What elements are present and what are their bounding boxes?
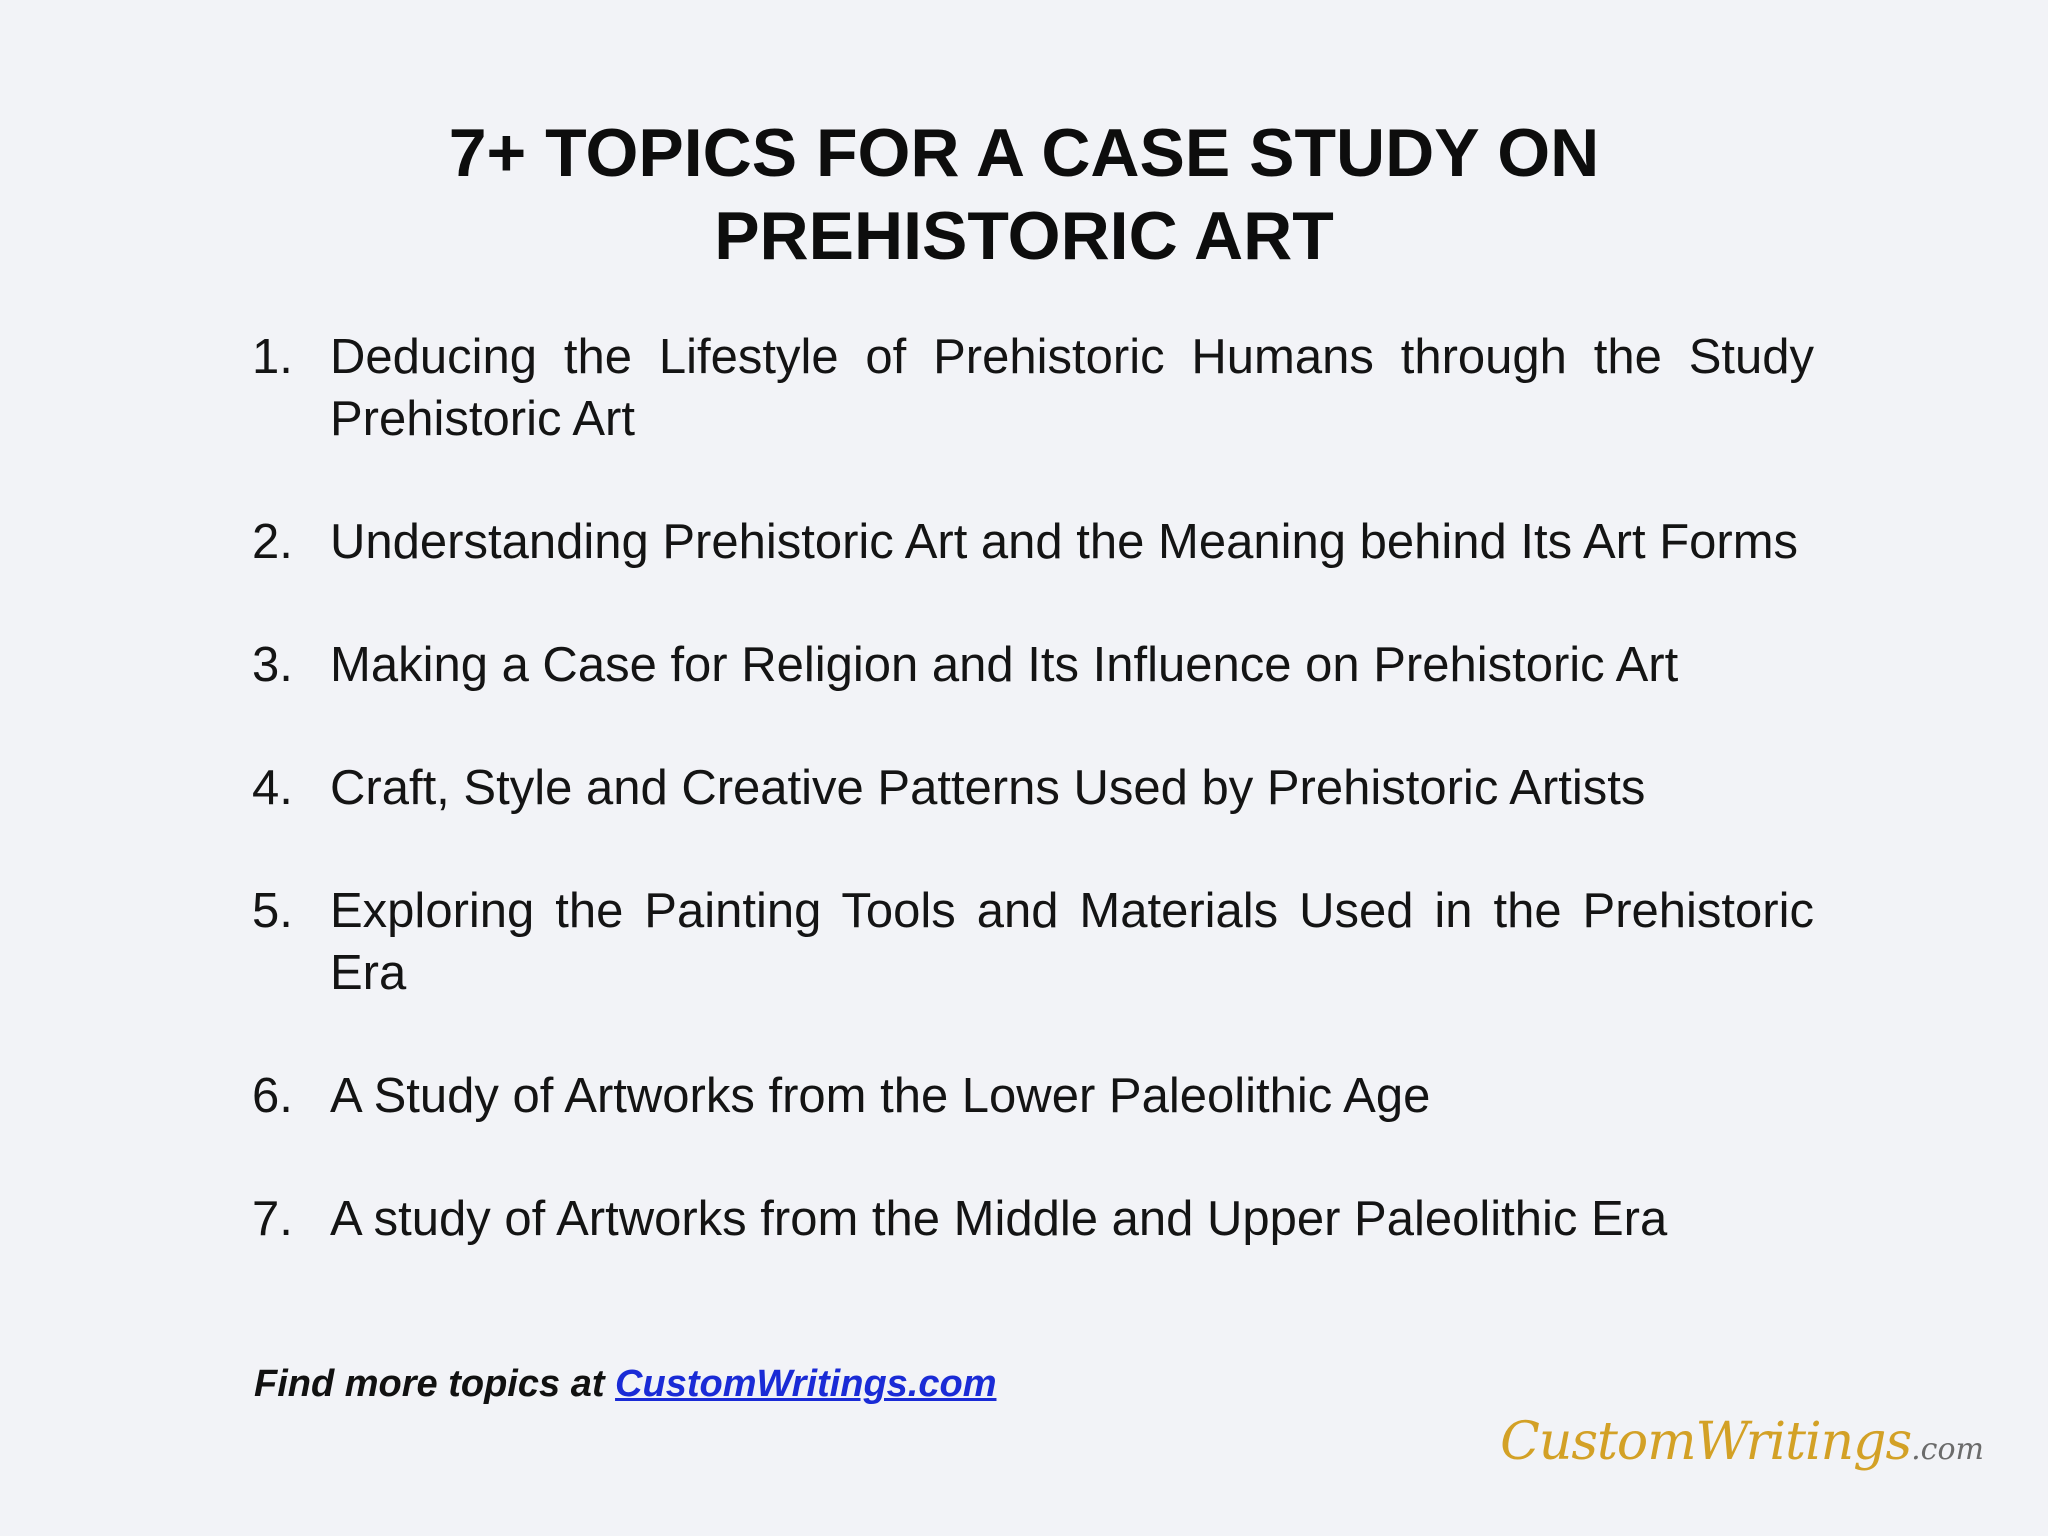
customwritings-link[interactable]: CustomWritings.com <box>615 1363 997 1405</box>
topic-text: Deducing the Lifestyle of Prehistoric Humans through the Study Prehistoric Art <box>330 330 1814 446</box>
logo-script: CustomWritings <box>1500 1412 1912 1472</box>
brand-logo <box>1500 1412 1984 1472</box>
topic-number: 1. <box>252 330 293 384</box>
topic-number: 3. <box>252 638 293 692</box>
topic-text: A Study of Artworks from the Lower Paleolithic Age <box>330 1069 1431 1123</box>
topic-list <box>252 326 1814 1250</box>
list-item <box>252 880 1814 1004</box>
topic-number: 5. <box>252 884 293 938</box>
list-item <box>252 511 1814 573</box>
topic-text: Exploring the Painting Tools and Materials Used in the Prehistoric Era <box>330 884 1814 1000</box>
list-item <box>252 1065 1814 1127</box>
title-line-1: 7+ TOPICS FOR A CASE STUDY ON <box>448 115 1600 191</box>
list-item <box>252 1188 1814 1250</box>
topic-number: 4. <box>252 761 293 815</box>
topic-number: 7. <box>252 1192 293 1246</box>
title-line-2: PREHISTORIC ART <box>714 198 1334 274</box>
footer-prefix: Find more topics at <box>254 1363 616 1405</box>
logo-suffix: .com <box>1911 1432 1984 1467</box>
topic-number: 2. <box>252 515 293 569</box>
list-item <box>252 326 1814 450</box>
topic-text: Understanding Prehistoric Art and the Meaning behind Its Art Forms <box>330 515 1799 569</box>
topic-text: Making a Case for Religion and Its Influence on Prehistoric Art <box>330 638 1679 692</box>
topic-number: 6. <box>252 1069 293 1123</box>
topic-text: Craft, Style and Creative Patterns Used by Prehistoric Artists <box>330 761 1646 815</box>
page-title <box>0 112 2048 278</box>
topic-text: A study of Artworks from the Middle and Upper Paleolithic Era <box>330 1192 1668 1246</box>
list-item <box>252 757 1814 819</box>
footer-line <box>254 1363 996 1406</box>
list-item <box>252 634 1814 696</box>
